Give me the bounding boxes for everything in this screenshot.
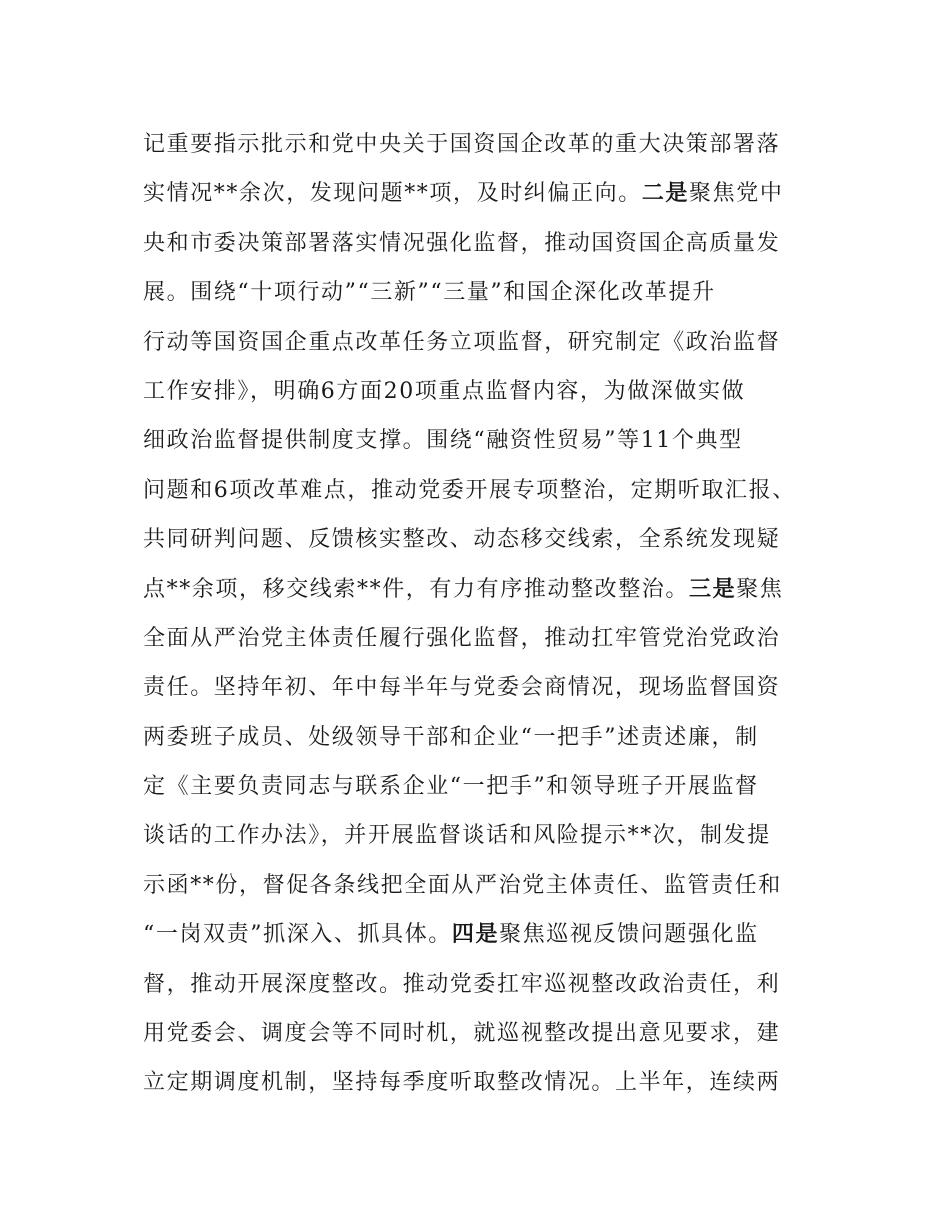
text-segment: 细政治监督提供制度支撑。围绕“融资性贸易”等11个典型: [143, 428, 743, 454]
text-line: [143, 268, 823, 317]
body-text: [143, 120, 823, 1108]
text-segment: 工作安排》，明确6方面20项重点监督内容，为做深做实做: [143, 378, 746, 404]
bold-keyword: 四是: [451, 921, 500, 948]
text-line: [143, 416, 823, 465]
text-line: [143, 663, 823, 712]
text-segment: 记重要指示批示和党中央关于国资国企改革的重大决策部署落: [143, 132, 781, 157]
text-segment: 行动等国资国企重点改革任务立项监督，研究制定《政治监督: [143, 329, 781, 355]
text-line: [143, 861, 823, 910]
text-segment: 聚焦: [736, 576, 784, 602]
text-line: [143, 811, 823, 860]
text-segment: 共同研判问题、反馈核实整改、动态移交线索，全系统发现疑: [143, 527, 781, 553]
bold-keyword: 二是: [641, 180, 690, 207]
text-line: [143, 713, 823, 762]
text-segment: 聚焦党中: [689, 181, 784, 207]
text-segment: 聚焦巡视反馈问题强化监: [499, 922, 759, 948]
text-segment: 问题和6项改革难点，推动党委开展专项整治，定期听取汇报、: [143, 477, 796, 503]
text-segment: 责任。坚持年初、年中每半年与党委会商情况，现场监督国资: [143, 675, 781, 701]
text-line: [143, 1009, 823, 1058]
text-segment: 实情况**余次，发现问题**项，及时纠偏正向。: [143, 181, 642, 207]
text-line: [143, 762, 823, 811]
text-line: [143, 219, 823, 268]
text-line: [143, 169, 823, 218]
text-segment: 两委班子成员、处级领导干部和企业“一把手”述责述廉，制: [143, 724, 759, 750]
text-line: [143, 367, 823, 416]
text-segment: 全面从严治党主体责任履行强化监督，推动扛牢管党治党政治: [143, 625, 781, 651]
bold-keyword: 三是: [689, 575, 737, 602]
text-line: [143, 910, 823, 959]
text-line: [143, 318, 823, 367]
text-segment: 谈话的工作办法》，并开展监督谈话和风险提示**次，制发提: [143, 823, 771, 849]
text-line: [143, 614, 823, 663]
text-segment: 定《主要负责同志与联系企业“一把手”和领导班子开展监督: [143, 774, 759, 800]
text-segment: “一岗双责”抓深入、抓具体。: [143, 922, 452, 948]
text-line: [143, 120, 823, 169]
text-segment: 立定期调度机制，坚持每季度听取整改情况。上半年，连续两: [143, 1070, 781, 1096]
text-line: [143, 960, 823, 1009]
text-segment: 示函**份，督促各条线把全面从严治党主体责任、监管责任和: [143, 872, 782, 898]
text-line: [143, 466, 823, 515]
text-segment: 点**余项，移交线索**件，有力有序推动整改整治。: [143, 576, 690, 602]
text-segment: 央和市委决策部署落实情况强化监督，推动国资国企高质量发: [143, 230, 781, 256]
text-line: [143, 565, 823, 614]
text-segment: 督，推动开展深度整改。推动党委扛牢巡视整改政治责任，利: [143, 971, 781, 997]
text-segment: 用党委会、调度会等不同时机，就巡视整改提出意见要求，建: [143, 1021, 781, 1047]
text-line: [143, 1058, 823, 1107]
text-segment: 展。围绕“十项行动”“三新”“三量”和国企深化改革提升: [143, 280, 716, 306]
text-line: [143, 515, 823, 564]
